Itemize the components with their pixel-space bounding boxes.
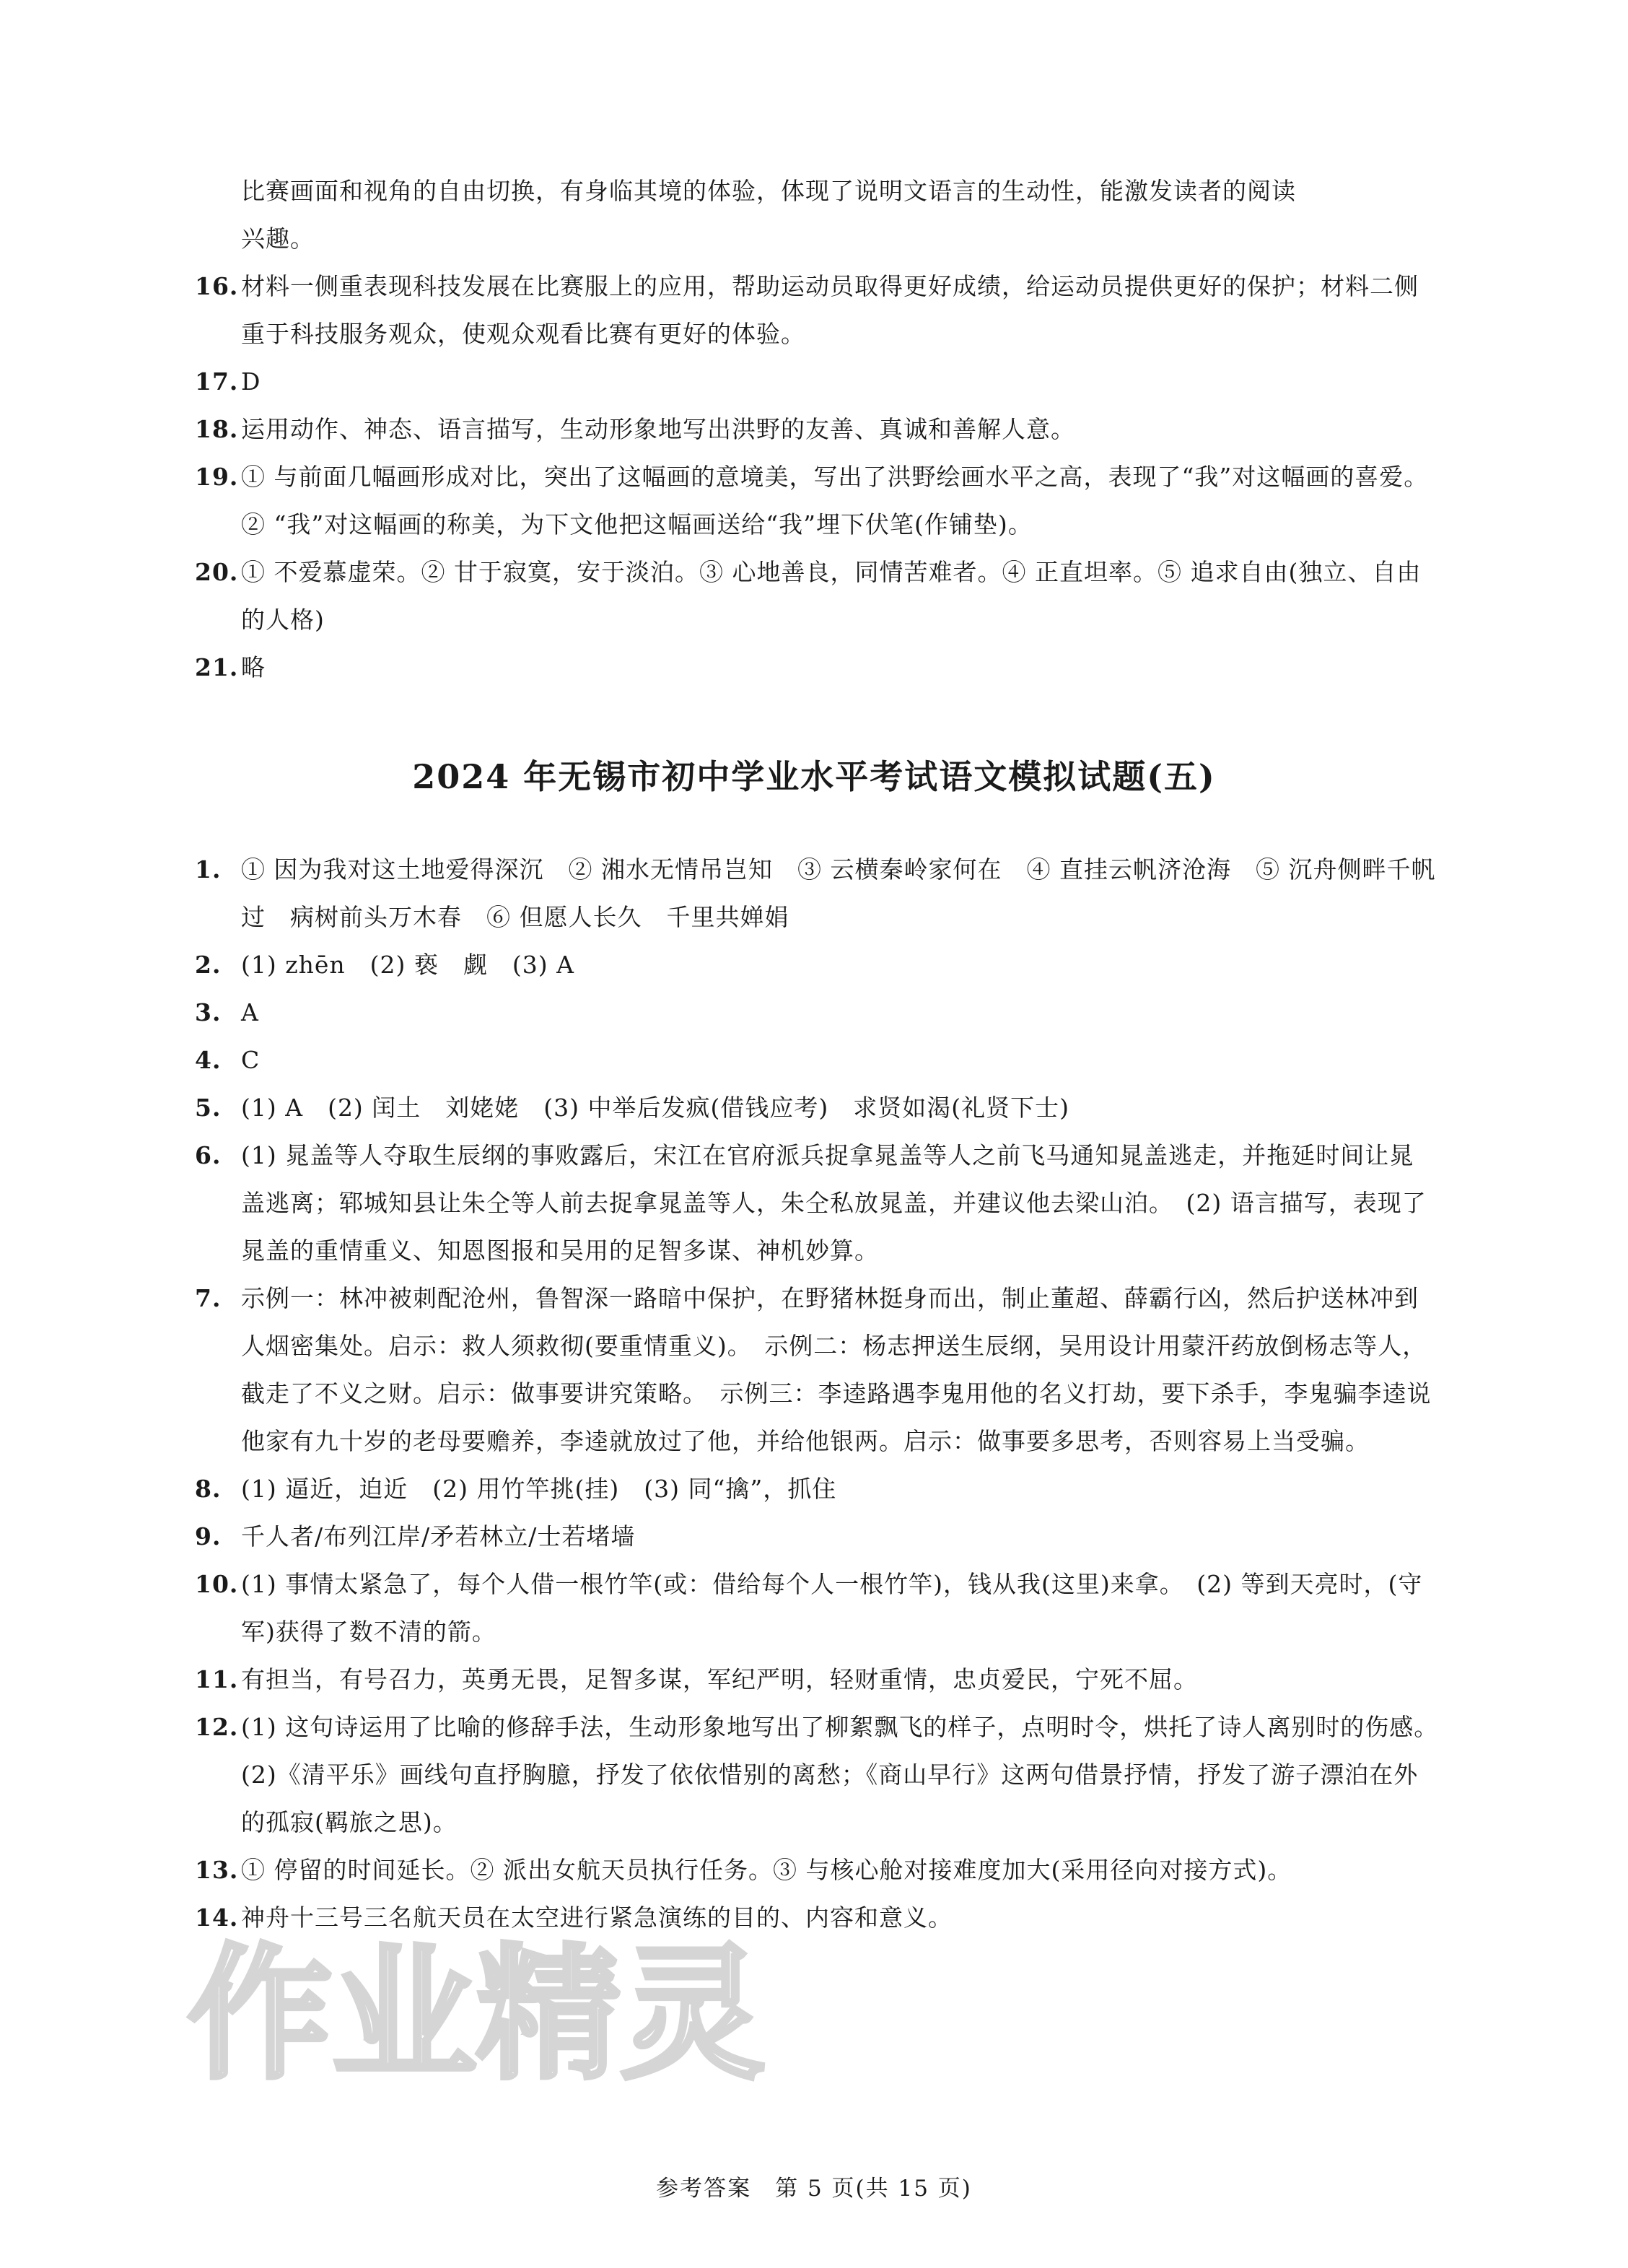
answer-text: (1) 这句诗运用了比喻的修辞手法，生动形象地写出了柳絮飘飞的样子，点明时令，烘托了诗人离别时的伤感。 (2)《清平乐》画线句直抒胸臆，抒发了依依惜别的离愁；《商山早行》这两句借景抒情，抒发了游子漂泊在外的孤寂(羁旅之思)。 [241, 1713, 1451, 1836]
answer-number: 19. [195, 463, 239, 491]
answer-text: (1) A (2) 闰土 刘姥姥 (3) 中举后发疯(借钱应考) 求贤如渴(礼贤下士) [241, 1094, 1070, 1122]
answer-text: (1) zhēn (2) 亵 觑 (3) A [241, 951, 574, 979]
answer-number: 11. [195, 1665, 239, 1693]
answer-item [195, 453, 1436, 549]
answer-item [195, 941, 1436, 989]
answer-text: ① 不爱慕虚荣。② 甘于寂寞，安于淡泊。③ 心地善良，同情苦难者。④ 正直坦率。⑤ 追求自由(独立、自由的人格) [241, 558, 1422, 634]
answer-number: 10. [195, 1570, 239, 1598]
answer-text: 运用动作、神态、语言描写，生动形象地写出洪野的友善、真诚和善解人意。 [241, 415, 1075, 443]
answer-text: ① 停留的时间延长。② 派出女航天员执行任务。③ 与核心舱对接难度加大(采用径向对接方式)。 [241, 1856, 1292, 1884]
answer-text: D [241, 367, 261, 396]
answer-item [195, 1704, 1451, 1846]
answer-text: 略 [241, 653, 266, 681]
answer-number: 7. [195, 1284, 222, 1312]
answer-number: 5. [195, 1094, 222, 1122]
answer-item [195, 1037, 1436, 1084]
answer-text: 材料一侧重表现科技发展在比赛服上的应用，帮助运动员取得更好成绩，给运动员提供更好的保护；材料二侧重于科技服务观众，使观众观看比赛有更好的体验。 [241, 272, 1419, 348]
answer-number: 9. [195, 1522, 222, 1550]
answer-text: 千人者/布列江岸/矛若林立/士若堵墙 [241, 1522, 636, 1550]
answer-item [195, 989, 1436, 1037]
answer-number: 6. [195, 1141, 222, 1169]
answers-top-section [195, 167, 1436, 692]
answer-item [195, 1656, 1436, 1704]
answer-list [195, 846, 1451, 1942]
answer-item [195, 1513, 1436, 1561]
answer-number: 17. [195, 367, 239, 396]
answer-item [195, 358, 1436, 406]
answer-number: 12. [195, 1713, 239, 1741]
answer-number: 18. [195, 415, 239, 443]
answer-number: 20. [195, 558, 239, 586]
continuation-line-1: 比赛画面和视角的自由切换，有身临其境的体验，体现了说明文语言的生动性，能激发读者的阅读 [241, 177, 1296, 205]
answer-item [195, 846, 1436, 941]
top-answer-list [195, 263, 1436, 692]
answer-text: (1) 逼近，迫近 (2) 用竹竿挑(挂) (3) 同“擒”，抓住 [241, 1475, 837, 1503]
answer-number: 2. [195, 951, 222, 979]
continuation-line-2: 兴趣。 [241, 224, 315, 253]
answer-text: 神舟十三号三名航天员在太空进行紧急演练的目的、内容和意义。 [241, 1903, 953, 1932]
answer-item [195, 549, 1436, 644]
answers-main-section [195, 846, 1451, 1942]
answer-number: 1. [195, 855, 222, 884]
answer-text: (1) 晁盖等人夺取生辰纲的事败露后，宋江在官府派兵捉拿晁盖等人之前飞马通知晁盖逃走，并拖延时间让晁盖逃离；郓城知县让朱仝等人前去捉拿晁盖等人，朱仝私放晁盖，并建议他去梁山泊。 (2) 语言描写，表现了晁盖的重情重义、知恩图报和吴用的足智多谋、神机妙算。 [241, 1141, 1427, 1265]
answer-item [195, 1894, 1436, 1942]
answer-item [195, 263, 1436, 358]
answer-item [195, 406, 1436, 453]
answer-item [195, 1465, 1436, 1513]
answer-item [195, 1561, 1436, 1656]
answer-item [195, 1132, 1436, 1275]
answer-text: A [241, 998, 259, 1026]
answer-number: 14. [195, 1903, 239, 1932]
answer-number: 21. [195, 653, 239, 681]
answer-text: 有担当，有号召力，英勇无畏，足智多谋，军纪严明，轻财重情，忠贞爱民，宁死不屈。 [241, 1665, 1198, 1693]
answer-text: ① 因为我对这土地爱得深沉 ② 湘水无情吊岂知 ③ 云横秦岭家何在 ④ 直挂云帆济沧海 ⑤ 沉舟侧畔千帆过 病树前头万木春 ⑥ 但愿人长久 千里共婵娟 [241, 855, 1436, 931]
answer-item [195, 1084, 1436, 1132]
answer-text: 示例一：林冲被刺配沧州，鲁智深一路暗中保护，在野猪林挺身而出，制止董超、薛霸行凶，然后护送林冲到人烟密集处。启示：救人须救彻(要重情重义)。 示例二：杨志押送生辰纲，吴用设计用蒙汗药放倒杨志等人，截走了不义之财。启示：做事要讲究策略。 示例三：李逵路遇李鬼用他的名义打劫，要下杀手，李鬼骗李逵说他家有九十岁的老母要赡养，李逵就放过了他，并给他银两。启示：做事要多思考，否则容易上当受骗。 [241, 1284, 1432, 1455]
answer-item [195, 1846, 1436, 1894]
page-footer: 参考答案 第 5 页(共 15 页) [656, 2176, 972, 2202]
answer-item [195, 644, 1436, 692]
answer-item [195, 1275, 1436, 1465]
answer-number: 8. [195, 1475, 222, 1503]
answer-number: 3. [195, 998, 222, 1026]
answer-number: 4. [195, 1046, 222, 1074]
watermark-text: 作业精灵 [188, 1931, 766, 2099]
answer-number: 13. [195, 1856, 239, 1884]
answer-text: (1) 事情太紧急了，每个人借一根竹竿(或：借给每个人一根竹竿)，钱从我(这里)来拿。 (2) 等到天亮时，(守军)获得了数不清的箭。 [241, 1570, 1423, 1646]
answer-text: C [241, 1046, 261, 1074]
answer-text: ① 与前面几幅画形成对比，突出了这幅画的意境美，写出了洪野绘画水平之高，表现了“我”对这幅画的喜爱。② “我”对这幅画的称美，为下文他把这幅画送给“我”埋下伏笔(作铺垫)。 [241, 463, 1429, 538]
answer-number: 16. [195, 272, 239, 300]
section-heading: 2024 年无锡市初中学业水平考试语文模拟试题(五) [412, 757, 1216, 796]
